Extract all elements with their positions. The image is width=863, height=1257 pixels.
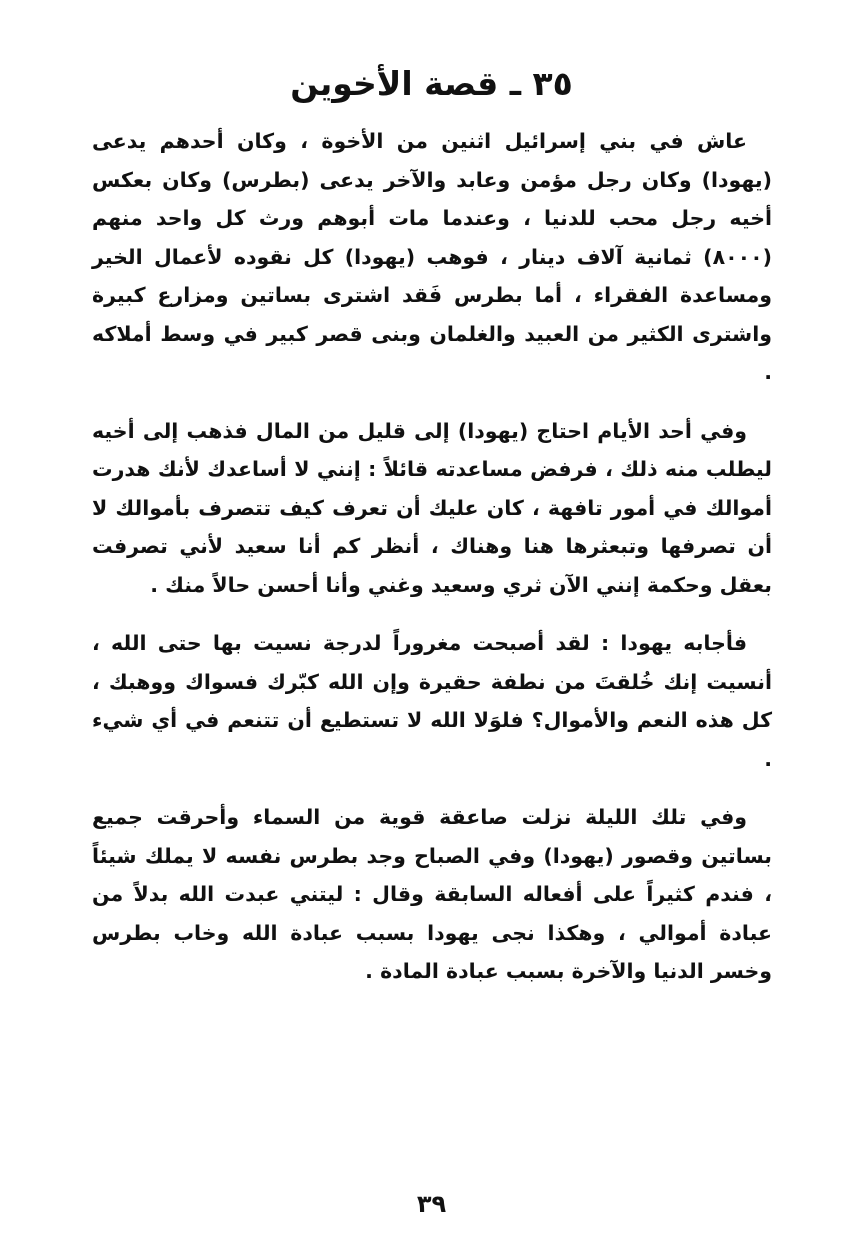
paragraph-4: وفي تلك الليلة نزلت صاعقة قوية من السماء وأحرقت جميع بساتين وقصور (يهودا) وفي الصباح وجد بطرس نفسه لا يملك شيئاً ، فندم كثيراً على أفعاله السابقة وقال : ليتني عبدت الله بدلاً من عبادة أموالي ، وهكذا نجى يهودا بسبب عبادة الله وخاب بطرس وخسر الدنيا والآخرة بسبب عبادة المادة . [92,805,772,983]
paragraph-1: عاش في بني إسرائيل اثنين من الأخوة ، وكان أحدهم يدعى (يهودا) وكان رجل مؤمن وعابد والآخر يدعى (بطرس) وكان بعكس أخيه رجل محب للدنيا ، وعندما مات أبوهم ورث كل واحد منهم (٨٠٠٠) ثمانية آلاف دينار ، فوهب (يهودا) كل نقوده لأعمال الخير ومساعدة الفقراء ، أما بطرس فَقد اشترى بساتين ومزارع كبيرة واشترى الكثير من العبيد والغلمان وبنى قصر كبير في وسط أملاكه . [92,129,772,384]
paragraph-2: وفي أحد الأيام احتاج (يهودا) إلى قليل من المال فذهب إلى أخيه ليطلب منه ذلك ، فرفض مساعدته قائلاً : إنني لا أساعدك لأنك هدرت أموالك في أمور تافهة ، كان عليك أن تعرف كيف تتصرف بأموالك لا أن تصرفها وتبعثرها هنا وهناك ، أنظر كم أنا سعيد لأني تصرفت بعقل وحكمة إنني الآن ثري وسعيد وغني وأنا أحسن حالاً منك . [92,418,772,597]
page-number: ٣٩ [416,1190,447,1218]
story-body [92,122,772,1011]
paragraph-3: فأجابه يهودا : لقد أصبحت مغروراً لدرجة نسيت بها حتى الله ، أنسيت إنك خُلقتَ من نطفة حقيرة وإن الله كبّرك فسواك ووهبك ، كل هذه النعم والأموال؟ فلوَلا الله لا تستطيع أن تتنعم في أي شيء . [92,631,772,771]
chapter-title: ٣٥ ـ قصة الأخوين [290,64,573,103]
